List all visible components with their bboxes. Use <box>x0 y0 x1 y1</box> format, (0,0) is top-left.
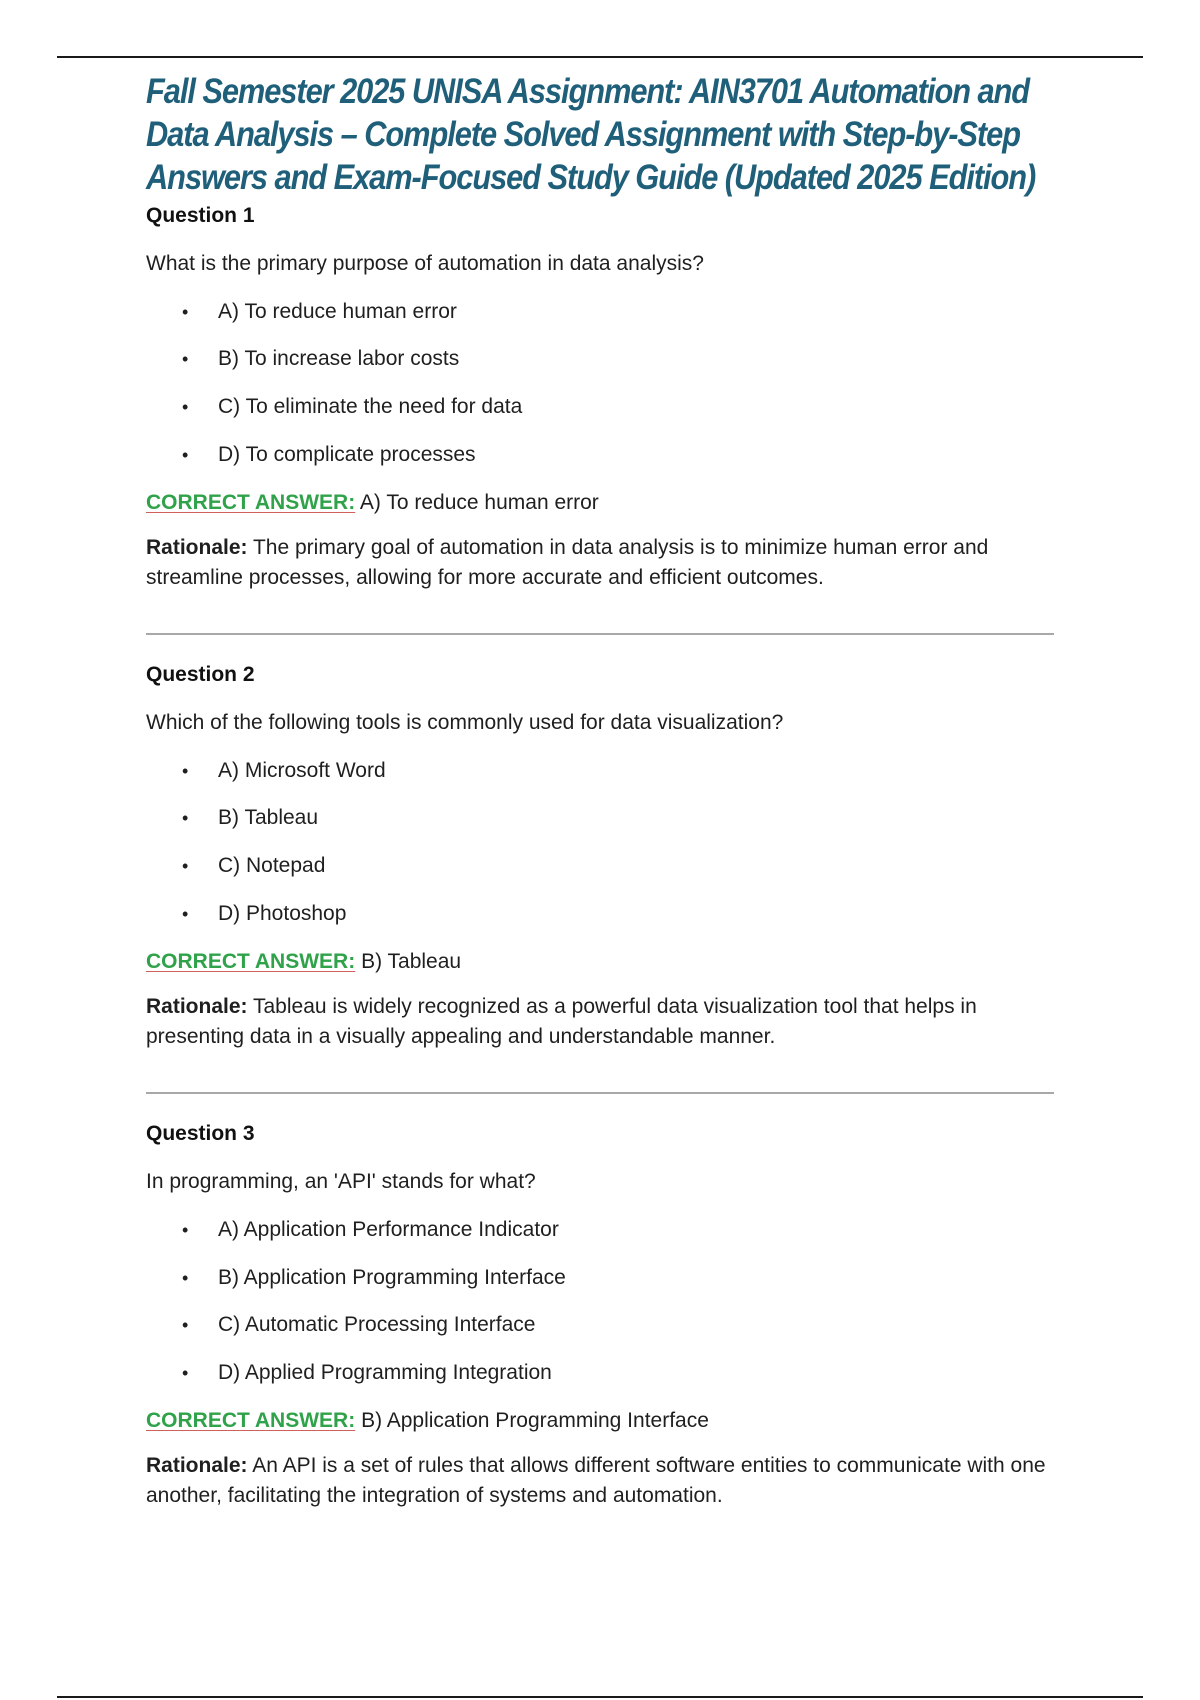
correct-answer-label: CORRECT ANSWER: <box>146 1409 356 1432</box>
option-item <box>146 1312 1056 1338</box>
option-text: C) To eliminate the need for data <box>218 395 523 418</box>
bullet-icon: • <box>182 904 189 924</box>
option-list <box>146 1217 1056 1386</box>
option-item <box>146 758 1056 784</box>
correct-answer <box>146 490 1056 516</box>
rationale-text: An API is a set of rules that allows different software entities to communicate with one another, facilitating the integration of systems and automation. <box>146 1454 1046 1507</box>
option-item <box>146 299 1056 325</box>
option-list <box>146 758 1056 927</box>
rationale-label: Rationale: <box>146 995 248 1018</box>
option-text: B) To increase labor costs <box>218 347 460 370</box>
option-item <box>146 394 1056 420</box>
question-block <box>146 203 1056 593</box>
bullet-icon: • <box>182 761 189 781</box>
correct-answer <box>146 949 1056 975</box>
rationale <box>146 1451 1056 1511</box>
question-block <box>146 1121 1056 1511</box>
bullet-icon: • <box>182 856 189 876</box>
bullet-icon: • <box>182 1220 189 1240</box>
bullet-icon: • <box>182 349 189 369</box>
option-text: C) Notepad <box>218 854 326 877</box>
bullet-icon: • <box>182 1315 189 1335</box>
option-text: D) Applied Programming Integration <box>218 1361 552 1384</box>
option-text: C) Automatic Processing Interface <box>218 1313 536 1336</box>
option-text: A) Microsoft Word <box>218 759 386 782</box>
question-text: What is the primary purpose of automation in data analysis? <box>146 252 704 275</box>
option-list <box>146 299 1056 468</box>
question-heading: Question 3 <box>146 1122 255 1145</box>
option-text: D) Photoshop <box>218 902 347 925</box>
rationale-label: Rationale: <box>146 536 248 559</box>
question-text: In programming, an 'API' stands for what? <box>146 1170 536 1193</box>
bullet-icon: • <box>182 1363 189 1383</box>
section-divider <box>146 633 1054 635</box>
rationale <box>146 992 1056 1052</box>
option-item <box>146 1217 1056 1243</box>
document-title: Fall Semester 2025 UNISA Assignment: AIN3701 Automation and Data Analysis – Complete Solved Assignment with Step-by-Step Answers and Exam-Focused Study Guide (Updated 2025 Edition) <box>146 72 1036 197</box>
correct-answer-value: B) Application Programming Interface <box>361 1409 709 1432</box>
correct-answer-label: CORRECT ANSWER: <box>146 950 356 973</box>
bullet-icon: • <box>182 397 189 417</box>
option-text: B) Tableau <box>218 806 319 829</box>
option-item <box>146 805 1056 831</box>
correct-answer-value: A) To reduce human error <box>359 491 599 514</box>
option-item <box>146 1360 1056 1386</box>
option-item <box>146 901 1056 927</box>
correct-answer-value: B) Tableau <box>361 950 462 973</box>
option-text: A) To reduce human error <box>218 300 457 323</box>
correct-answer <box>146 1408 1056 1434</box>
section-divider <box>146 1092 1054 1094</box>
rationale-label: Rationale: <box>146 1454 248 1477</box>
option-item <box>146 1265 1056 1291</box>
option-item <box>146 853 1056 879</box>
rationale-text: Tableau is widely recognized as a powerful data visualization tool that helps in presenting data in a visually appealing and understandable manner. <box>146 995 977 1048</box>
option-text: B) Application Programming Interface <box>218 1266 566 1289</box>
page-top-rule <box>57 56 1143 58</box>
bullet-icon: • <box>182 302 189 322</box>
document-body <box>146 70 1056 1511</box>
question-heading: Question 1 <box>146 204 255 227</box>
rationale <box>146 533 1056 593</box>
question-text: Which of the following tools is commonly used for data visualization? <box>146 711 784 734</box>
option-item <box>146 442 1056 468</box>
rationale-text: The primary goal of automation in data analysis is to minimize human error and streamline processes, allowing for more accurate and efficient outcomes. <box>146 536 989 589</box>
correct-answer-label: CORRECT ANSWER: <box>146 491 356 514</box>
page-bottom-rule <box>57 1696 1143 1698</box>
option-text: A) Application Performance Indicator <box>218 1218 559 1241</box>
question-heading: Question 2 <box>146 663 255 686</box>
bullet-icon: • <box>182 1268 189 1288</box>
bullet-icon: • <box>182 808 189 828</box>
question-block <box>146 662 1056 1052</box>
option-text: D) To complicate processes <box>218 443 476 466</box>
bullet-icon: • <box>182 445 189 465</box>
option-item <box>146 346 1056 372</box>
